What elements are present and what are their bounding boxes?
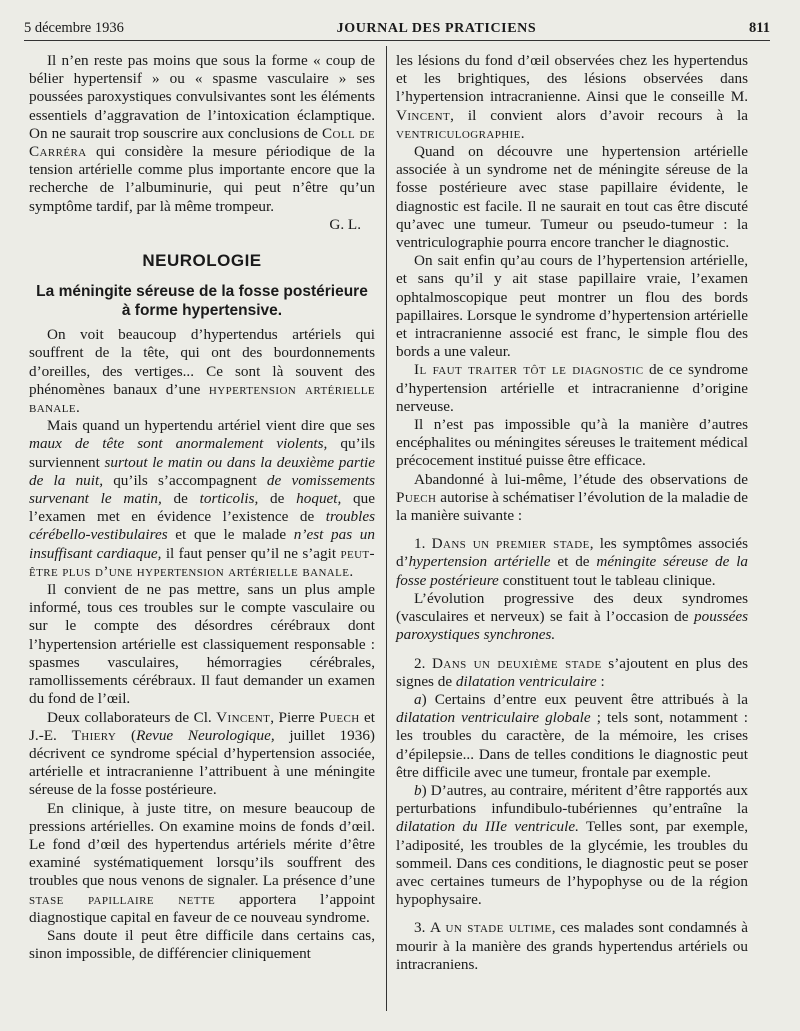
paragraph: Quand on découvre une hypertension artérielle associée à un syndrome net de méningite séreuse de la fosse postérieure avec stase papillaire évidente, le diagnostic est facile. Il ne saurait en tout cas être discuté qu’avec une tumeur. Tumeur ou pseudo-tumeur : la ventriculographie pourra encore trancher le diagnostic. xyxy=(396,143,748,252)
stage-one-paragraph: 1. Dans un premier stade, les symptômes associés d’hypertension artérielle et de méningite séreuse de la fosse postérieure constituent tout le tableau clinique. xyxy=(396,535,749,589)
journal-title: JOURNAL DES PRATICIENS xyxy=(336,21,537,36)
section-heading: NEUROLOGIE xyxy=(142,251,262,271)
paragraph: b) D’autres, au contraire, méritent d’être rapportés aux perturbations infundibulo-tubériennes qu’entraîne la dilatation du IIIe ventricule. Telles sont, par exemple, l’adiposité, les troubles de la glycémie, les troubles du sommeil. Dans ces conditions, le diagnostic peut se poser avec certaines tumeurs de l’hypophyse ou de la région hypophysaire. xyxy=(396,781,748,909)
header-rule xyxy=(24,40,770,41)
paragraph: Deux collaborateurs de Cl. Vincent, Pierre Puech et J.-E. Thiery (Revue Neurologique, juillet 1936) décrivent ce syndrome spécial d’hypertension associée, artérielle et intracranienne l’attribuent à une méningite séreuse de la fosse postérieure. xyxy=(29,708,375,799)
issue-date: 5 décembre 1936 xyxy=(24,20,124,36)
paragraph: Il n’est pas impossible qu’à la manière d’autres encéphalites ou méningites séreuses le traitement médical précocement institué puisse être efficace. xyxy=(396,416,748,470)
paragraph: L’évolution progressive des deux syndromes (vasculaires et nerveux) se fait à l’occasion de poussées paroxystiques synchrones. xyxy=(396,589,748,644)
running-head xyxy=(24,20,770,40)
column-rule xyxy=(386,46,387,1011)
left-column xyxy=(29,52,375,963)
right-column xyxy=(396,52,748,974)
paragraph: Mais quand un hypertendu artériel vient dire que ses maux de tête sont anormalement violents, qu’ils surviennent surtout le matin ou dans la deuxième partie de la nuit, qu’ils s’accompagnent de vomissements survenant le matin, de torticolis, de hoquet, que l’examen met en évidence l’existence de troubles cérébello-vestibulaires et que le malade n’est pas un insuffisant cardiaque, il faut penser qu’il ne s’agit peut-être plus d’une hypertension artérielle banale. xyxy=(29,417,376,580)
page-number: 811 xyxy=(749,20,770,36)
paragraph: Abandonné à lui-même, l’étude des observations de Puech autorise à schématiser l’évolution de la maladie de la manière suivante : xyxy=(396,470,748,525)
paragraph: Il convient de ne pas mettre, sans un plus ample informé, tous ces troubles sur le compte vasculaire ou sur le compte des désordres cérébraux dont l’hypertension artérielle est classiquement responsable : spasmes vasculaires, hémorragies cérébrales, ramollissements cérébraux. Il faut demander un examen du fond de l’œil. xyxy=(29,581,375,708)
paragraph: a) Certains d’entre eux peuvent être attribués à la dilatation ventriculaire globale ; tels sont, notamment : les troubles du caractère, de la mémoire, les crises d’épilepsie... Dans de telles conditions le diagnostic peut être difficile avec une tumeur, frontale par exemple. xyxy=(396,690,748,781)
article-title: La méningite séreuse de la fosse postérieure à forme hypertensive. xyxy=(36,283,368,320)
paragraph: Il n’en reste pas moins que sous la forme « coup de bélier hypertensif » ou « spasme vasculaire » ses poussées paroxystiques convulsivantes sont les éléments essentiels d’aggravation de l’intoxication éclamptique. On ne saurait trop souscrire aux conclusions de Coll de Carréra qui considère la mesure périodique de la tension artérielle comme plus importante encore que la recherche de l’albuminurie, qui peut n’être qu’un symptôme tardif, par là même trompeur. xyxy=(29,52,375,215)
paragraph: Sans doute il peut être difficile dans certains cas, sinon impossible, de différencier cliniquement xyxy=(29,926,375,963)
signature: G. L. xyxy=(329,215,361,233)
signature-line xyxy=(29,216,375,234)
paragraph: On voit beaucoup d’hypertendus artériels qui souffrent de la tête, qui ont des bourdonnements d’oreilles, des vertiges... Ce sont là souvent des phénomènes banaux d’une hypertension artérielle banale. xyxy=(29,326,375,417)
stage-three-paragraph: 3. A un stade ultime, ces malades sont condamnés à mourir à la manière des grands hypertendus artériels ou intracraniens. xyxy=(396,919,748,973)
paragraph: En clinique, à juste titre, on mesure beaucoup de pressions artérielles. On examine moins de fonds d’œil. Le fond d’œil des hypertendus artériels mérite d’être examiné systématiquement lorsqu’ils souffrent des troubles que nous venons de signaler. La présence d’une stase papillaire nette apportera l’appoint diagnostique capital en faveur de ce nouveau syndrome. xyxy=(29,799,375,926)
stage-two-paragraph: 2. Dans un deuxième stade s’ajoutent en plus des signes de dilatation ventriculaire : xyxy=(396,654,748,690)
paragraph: Il faut traiter tôt le diagnostic de ce syndrome d’hypertension artérielle et intracranienne d’origine nerveuse. xyxy=(396,361,748,415)
paragraph: les lésions du fond d’œil observées chez les hypertendus et les brightiques, des lésions observées dans l’hypertension intracranienne. Ainsi que le conseille M. Vincent, il convient alors d’avoir recours à la ventriculographie. xyxy=(396,52,748,142)
paragraph: On sait enfin qu’au cours de l’hypertension artérielle, et sans qu’il y ait stase papillaire vraie, l’examen ophtalmoscopique peut montrer un flou des bords papillaires. Lorsque le syndrome d’hypertension artérielle et intracranienne associé est franc, le simple flou des bords a une valeur. xyxy=(396,252,748,361)
